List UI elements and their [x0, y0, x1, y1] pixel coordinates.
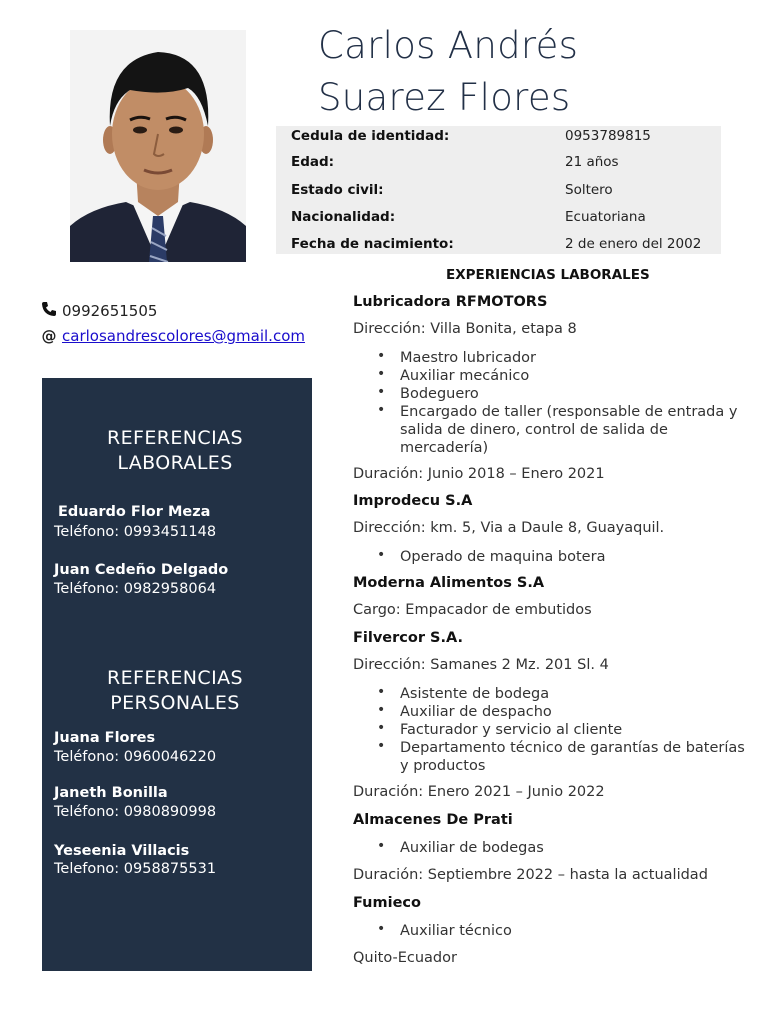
task-text: • Operado de maquina botera	[400, 549, 606, 565]
task-text: • Auxiliar mecánico	[400, 368, 530, 384]
heading-line: PERSONALES	[110, 692, 240, 714]
experience-heading: EXPERIENCIAS LABORALES	[446, 267, 650, 283]
company-name: Fumieco	[353, 895, 421, 911]
reference-phone: Teléfono: 0993451148	[54, 524, 217, 540]
company-name: Lubricadora RFMOTORS	[353, 294, 548, 310]
task-item	[377, 385, 757, 403]
info-label: Estado civil:	[291, 182, 384, 198]
info-value: Ecuatoriana	[565, 209, 646, 225]
task-item	[377, 367, 757, 385]
task-item	[377, 548, 757, 566]
company-name: Almacenes De Prati	[353, 812, 513, 828]
task-item	[377, 739, 757, 775]
full-name-line-1: Carlos Andrés	[318, 24, 579, 67]
reference-phone: Teléfono: 0960046220	[54, 749, 217, 765]
task-text: • Maestro lubricador	[400, 350, 536, 366]
job-location: Quito-Ecuador	[353, 950, 457, 966]
info-label: Edad:	[291, 154, 335, 170]
task-item	[377, 922, 757, 940]
task-item	[377, 349, 757, 367]
reference-name: Eduardo Flor Meza	[58, 504, 211, 520]
work-references-heading	[42, 426, 308, 476]
info-row	[276, 154, 721, 180]
phone-number: 0992651505	[62, 302, 158, 320]
info-label: Cedula de identidad:	[291, 128, 450, 144]
task-item	[377, 703, 757, 721]
reference-name: Yeseenia Villacis	[54, 843, 190, 859]
job-detail: Dirección: km. 5, Via a Daule 8, Guayaquil.	[353, 520, 665, 536]
personal-references-heading	[42, 666, 308, 716]
job-detail: Cargo: Empacador de embutidos	[353, 602, 592, 618]
info-value: 0953789815	[565, 128, 651, 144]
info-label: Nacionalidad:	[291, 209, 396, 225]
task-item	[377, 685, 757, 703]
phone-icon	[40, 301, 58, 321]
info-row	[276, 209, 721, 235]
profile-photo	[70, 30, 246, 262]
contact-phone	[40, 301, 157, 321]
contact-email	[40, 327, 305, 345]
task-text: • Asistente de bodega	[400, 686, 550, 702]
info-row	[276, 128, 721, 154]
job-detail: Dirección: Samanes 2 Mz. 201 Sl. 4	[353, 657, 609, 673]
references-panel	[42, 378, 312, 971]
reference-name: Janeth Bonilla	[54, 785, 168, 801]
heading-line: REFERENCIAS	[107, 667, 243, 689]
portrait-image	[70, 30, 246, 262]
personal-info-table	[276, 126, 721, 254]
heading-line: LABORALES	[117, 452, 233, 474]
reference-name: Juana Flores	[54, 730, 156, 746]
task-text: • Facturador y servicio al cliente	[400, 722, 623, 738]
job-duration: Duración: Enero 2021 – Junio 2022	[353, 784, 605, 800]
job-detail: Dirección: Villa Bonita, etapa 8	[353, 321, 577, 337]
reference-phone: Teléfono: 0980890998	[54, 804, 217, 820]
task-item	[377, 839, 757, 857]
job-duration: Duración: Junio 2018 – Enero 2021	[353, 466, 605, 482]
at-icon: @	[41, 327, 57, 345]
task-text: • Auxiliar de bodegas	[400, 840, 544, 856]
info-label: Fecha de nacimiento:	[291, 236, 454, 252]
task-text: • Encargado de taller (responsable de entrada y salida de dinero, control de salida de mercadería)	[400, 404, 738, 456]
reference-name: Juan Cedeño Delgado	[54, 562, 229, 578]
info-value: 2 de enero del 2002	[565, 236, 702, 252]
task-item	[377, 403, 757, 457]
task-text: • Auxiliar de despacho	[400, 704, 552, 720]
info-value: 21 años	[565, 154, 619, 170]
info-row	[276, 182, 721, 208]
full-name-line-2: Suarez Flores	[318, 76, 571, 119]
task-text: • Departamento técnico de garantías de baterías y productos	[400, 740, 745, 774]
reference-phone: Teléfono: 0982958064	[54, 581, 217, 597]
email-link[interactable]: carlosandrescolores@gmail.com	[62, 327, 305, 345]
heading-line: REFERENCIAS	[107, 427, 243, 449]
company-name: Improdecu S.A	[353, 493, 473, 509]
task-item	[377, 721, 757, 739]
task-text: • Bodeguero	[400, 386, 479, 402]
company-name: Moderna Alimentos S.A	[353, 575, 545, 591]
info-row	[276, 236, 721, 262]
company-name: Filvercor S.A.	[353, 630, 463, 646]
reference-phone: Telefono: 0958875531	[54, 861, 217, 877]
job-duration: Duración: Septiembre 2022 – hasta la actualidad	[353, 867, 708, 883]
info-value: Soltero	[565, 182, 613, 198]
task-text: • Auxiliar técnico	[400, 923, 512, 939]
